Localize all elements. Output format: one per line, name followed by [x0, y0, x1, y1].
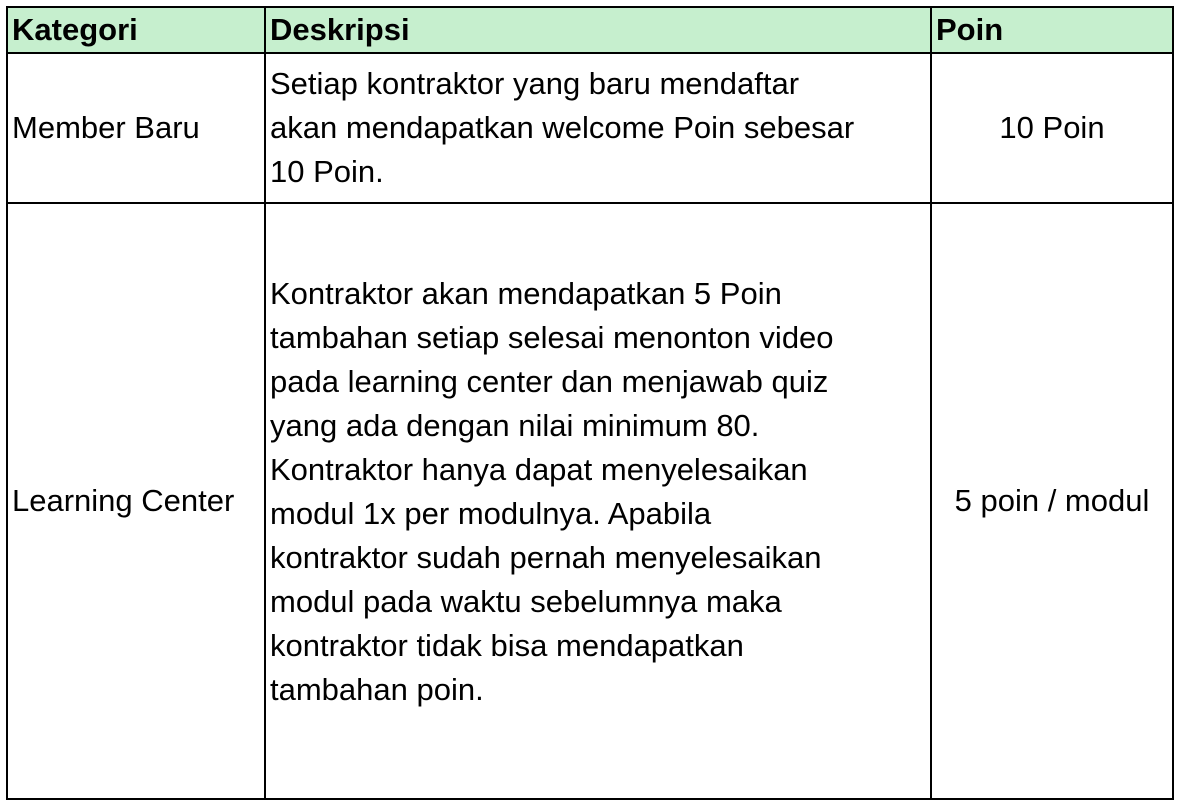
- description-line: tambahan poin.: [270, 672, 484, 707]
- table-row-member-baru: [7, 53, 1173, 203]
- cell-kategori: Learning Center: [7, 203, 265, 799]
- description-line: Kontraktor akan mendapatkan 5 Poin: [270, 276, 782, 311]
- header-deskripsi: Deskripsi: [265, 7, 931, 53]
- points-table: [6, 6, 1174, 800]
- description-line: yang ada dengan nilai minimum 80.: [270, 408, 760, 443]
- header-kategori: Kategori: [7, 7, 265, 53]
- cell-deskripsi: [265, 53, 931, 203]
- cell-poin: 10 Poin: [931, 53, 1173, 203]
- cell-poin: 5 poin / modul: [931, 203, 1173, 799]
- description-line: 10 Poin.: [270, 154, 384, 189]
- description-line: tambahan setiap selesai menonton video: [270, 320, 834, 355]
- description-line: pada learning center dan menjawab quiz: [270, 364, 829, 399]
- table-header-row: [7, 7, 1173, 53]
- cell-kategori: Member Baru: [7, 53, 265, 203]
- description-line: modul pada waktu sebelumnya maka: [270, 584, 782, 619]
- description-line: akan mendapatkan welcome Poin sebesar: [270, 110, 855, 145]
- description-line: kontraktor sudah pernah menyelesaikan: [270, 540, 822, 575]
- description-line: Setiap kontraktor yang baru mendaftar: [270, 66, 800, 101]
- description-line: modul 1x per modulnya. Apabila: [270, 496, 712, 531]
- description-line: Kontraktor hanya dapat menyelesaikan: [270, 452, 808, 487]
- header-poin: Poin: [931, 7, 1173, 53]
- table-row-learning-center: [7, 203, 1173, 799]
- cell-deskripsi: [265, 203, 931, 799]
- points-table-container: [6, 6, 1174, 800]
- description-line: kontraktor tidak bisa mendapatkan: [270, 628, 744, 663]
